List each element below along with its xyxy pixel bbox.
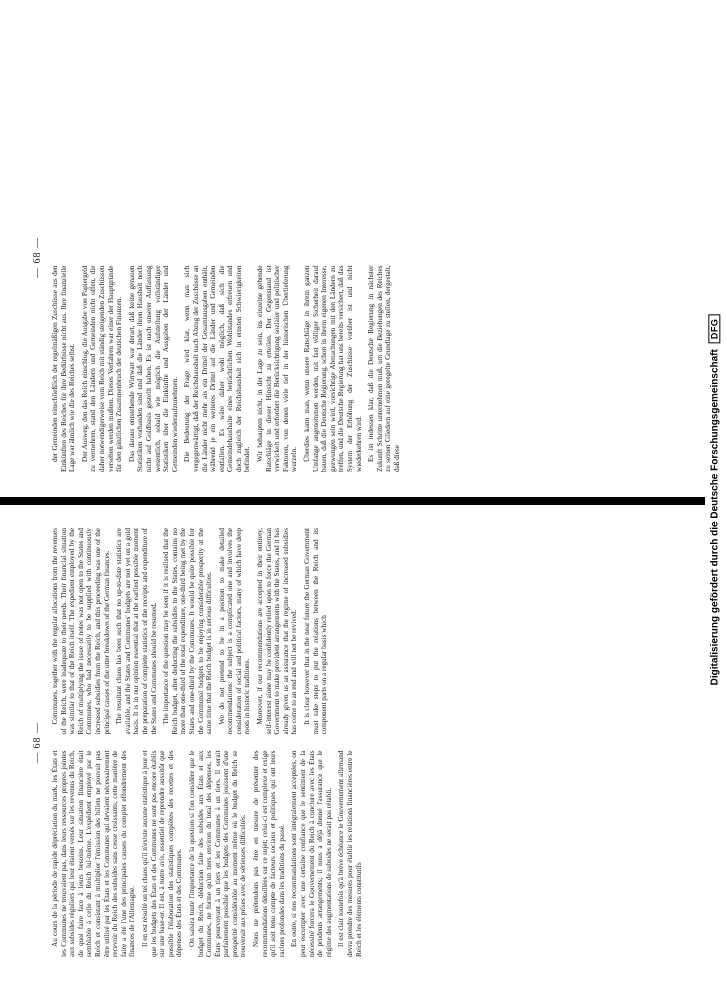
english-column — [51, 528, 367, 735]
paragraph: Es ist indessen klar, daß die Deutsche Regierung in nächster Zukunft Schritte unternehmen muß, um die Beziehungen des Reiches zu seinen Gliedern auf eine geregelte Grundlage zu stellen, dergestalt, daß diese — [367, 265, 401, 472]
right-page — [0, 25, 705, 490]
empty-column — [51, 43, 406, 250]
paragraph: Il en est résulté un tel chaos qu'il n'existe aucune statistique à jour et que les budgets des États et des Communes ne sont pas encore établis sur une base-or. Il est, à notre avis, essentiel de reprendre aussitôt que possible l'élaboration des statistiques complètes des recettes et des dépenses des États et des Communes. — [140, 750, 184, 957]
paragraph: Nous ne prétendons pas être en mesure de présenter des recommandations détaillées sur ce sujet; celui-ci est complexe et exige qu'il soit tenu compte de facteurs sociaux et politiques qui ont leurs racines profondes dans les traditions du passé. — [252, 750, 286, 957]
paragraph: Moreover, if our recommendations are accepted in their entirety, self-interest alone may be confidently relied upon to force the German Government to make provident arrangements with the States, and it has already given us an assurance that the regime of increased subsidies has come to an end and will not be revived. — [256, 528, 299, 735]
paragraph: We do not pretend to be in a position to make detailed recommendations: the subject is a complicated one and involves the consideration of social and political factors, many of which have deep roots in historic traditions. — [217, 528, 252, 735]
page-number: — 68 — — [32, 722, 43, 763]
paragraph: Das daraus entstehende Wirrwarr war derart, daß keine genauen Statistiken vorhanden sind und daß die Länder ihren Haushalt noch nicht auf Goldbasis gestellt haben. Es ist nach unserer Auffassung wesentlich, sobald wie möglich die Aufstellung vollständiger Statistiken über die Einkünfte und Ausgaben der Länder und Gemeinden wiederaufzunehmen. — [127, 265, 179, 472]
digitization-credit — [703, 10, 725, 990]
page-number: — 68 — — [32, 237, 43, 278]
paragraph: Die Bedeutung der Frage wird klar, wenn man sich vergegenwärtigt, daß der Reichshaushalt nach Abzug der Zuschüsse an die Länder nicht mehr als ein Drittel der Gesamtausgaben enthält, während je ein weiteres Drittel auf die Länder und Gemeinden entfallen. Es wäre daher wohl möglich, daß sich die Gemeindehaushalte eines beträchtlichen Wohlstandes erfreuen und doch zugleich der Reichshaushalt sich in ernsten Schwierigkeiten befindet. — [183, 265, 252, 472]
french-column — [51, 751, 367, 958]
german-column — [51, 266, 406, 473]
paragraph: Überdies kann man, wenn unsere Ratschläge in ihrem ganzen Umfange angenommen werden, mit fast völliger Sicherheit darauf bauen, daß die Deutsche Regierung, schon in ihrem eigenen Interesse, gezwungen sein wird, vorsichtige Abmachungen mit den Ländern zu treffen, und die Deutsche Regierung hat uns bereits versichert, daß das System der Erhöhung der Zuschüsse vorüber ist und nicht wiederkehren wird. — [303, 265, 363, 472]
paragraph: Wir behaupten nicht, in der Lage zu sein, ins einzelne gehende Ratschläge in dieser Hinsicht zu erteilen. Der Gegenstand ist verwickelt und erfordert die Berücksichtigung sozialer und politischer Faktoren, von denen viele tief in der historischen Überlieferung wurzeln. — [256, 265, 299, 472]
credit-text: Digitalisierung gefördert durch die Deutsche Forschungsgemeinschaft — [708, 349, 720, 686]
text-columns — [51, 510, 367, 975]
paragraph: Der Ausweg, den das Reich einschlug, die Ausgabe von Papiergeld zu vermehren, stand den Ländern und Gemeinden nicht offen, die daher notwendigerweise vom Reich mit ständig steigenden Zuschüssen versehen werden mußten. Dieses Verfahren war einer der Hauptgründe für den gänzlichen Zusammenbruch der deutschen Finanzen. — [80, 265, 124, 472]
paragraph: Communes, together with the regular allocations from the revenues of the Reich, were inadequate to their needs. Their financial situation was similar to that of the Reich itself. The expedient employed by the Reich of multiplying the issue of notes was not open to the States and Communes, who had necessarily to be supplied with continuously increased subsidies from the Reich, and this proceeding was one of the principal causes of the utter breakdown of the German finances. — [51, 528, 111, 735]
paragraph: On saisira toute l'importance de la question si l'on considère que le budget du Reich, déduction faite des subsides aux États et aux Communes, ne forme qu'un tiers environ du total des dépenses, les États pourvoyant à un tiers et les Communes à un tiers. Il serait parfaitement possible que les budgets des Communes jouissent d'une prospérité considérable au moment même où le budget du Reich se trouverait aux prises avec de sérieuses difficultés. — [187, 750, 248, 957]
dfg-logo: DFG — [708, 315, 720, 344]
credit-inner — [708, 315, 720, 686]
paragraph: En outre, si nos recommandations sont intégralement acceptées, on peut escompter avec une certaine confiance que le sentiment de la nécessité forcera le Gouvernement du Reich à conclure avec les États de prudents arrangements; il nous a déjà donné l'assurance que le régime des augmentations de subsides ne serait pas rétabli. — [290, 750, 333, 957]
rotated-page-spread — [0, 25, 705, 975]
paragraph: The resultant chaos has been such that no up-to-date statistics are available, and the States and Communes' budgets are not yet on a gold basis. It is in our opinion essential that at the earliest possible moment the preparation of complete statistics of the receipts and expenditure of the States and Communes should be resumed. — [115, 528, 158, 735]
text-columns — [51, 25, 406, 490]
paragraph: der Gemeinden einschließlich der regelmäßigen Zuschüsse aus den Einkünften des Reiches für ihre Bedürfnisse nicht aus. Ihre finanzielle Lage war ähnlich wie die des Reiches selbst. — [51, 265, 77, 472]
paragraph: The importance of the question may be seen if it is realised that the Reich budget, after deducting the subsidies to the States, contains no more than one-third of the total expenditure, one-third being met by the States and one-third by the Communes. It would be quite possible for the Communal budgets to be enjoying considerable prosperity at the same time that the Reich budget is in serious difficulties. — [162, 528, 214, 735]
paragraph: Au cours de la période de rapide dépréciation du mark, les États et les Communes ne trouvaient pas, dans leurs ressources propres jointes aux subsides réguliers qui leur étaient versés sur les revenus du Reich, de quoi faire face à leurs besoins. Leur situation financière était semblable à celle du Reich lui-même. L'expédient employé par le Reich et consistant à multiplier l'émission des billets ne pouvait pas être utilisé par les États et les Communes qui devaient nécessairement recevoir du Reich des subsides sans cesse croissants; cette manière de faire a été l'une des principales causes du complet effondrement des finances de l'Allemagne. — [51, 750, 137, 957]
paragraph: Il est clair toutefois qu'à brève échéance le Gouvernement allemand devra prendre des mesures pour établir les relations financières entre le Reich et les éléments constitutifs — [337, 750, 363, 957]
binding-gutter — [0, 497, 705, 505]
paragraph: It is clear however that in the near future the German Government must take steps to put the relations between the Reich and its component parts on a regular basis which — [303, 528, 329, 735]
left-page — [0, 510, 705, 975]
